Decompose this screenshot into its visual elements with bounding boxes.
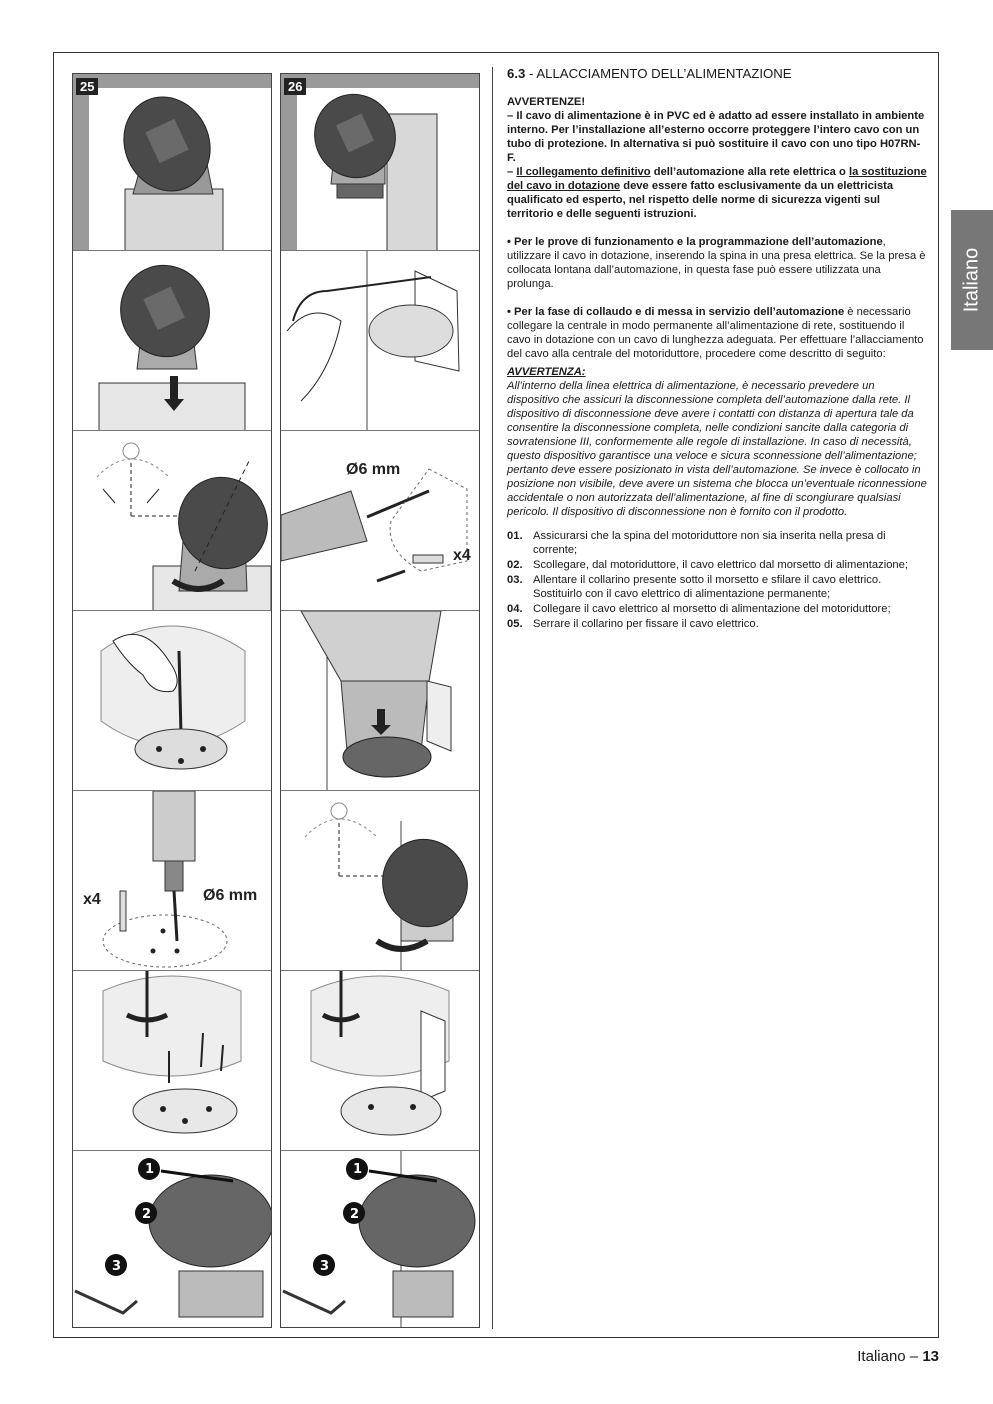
column-divider — [492, 67, 493, 1329]
svg-text:2: 2 — [142, 1207, 152, 1222]
step-text: Serrare il collarino per fissare il cavo elettrico. — [533, 618, 759, 630]
bullet-testing — [507, 235, 929, 291]
warning-2-middle: dell’automazione alla rete elettrica o — [650, 166, 849, 178]
avvertenza-text: All’interno della linea elettrica di alimentazione, è necessario prevedere un dispositivo che assicuri la disconnessione completa dell’automazione dalla rete. Il dispositivo di disconnessione deve avere i contatti con distanza di apertura tale da consentire la disconnessione completa, nelle condizioni sancite dalla categoria di sovratensione III, conformemente alle regole di installazione. In caso di necessità, questo dispositivo garantisce una veloce e sicura sconnessione dell’alimentazione; pertanto deve essere posizionato in vista dell’automazione. Se invece è collocato in posizione non visibile, deve avere un sistema che blocca un’eventuale riconnessione accidentale o non autorizzata dell’alimentazione, al fine di scongiurare qualsiasi pericolo. Il dispositivo di disconnessione non è fornito con il prodotto. — [507, 380, 927, 518]
figure-panel-26-3 — [281, 431, 479, 611]
marking-holes-illustration — [73, 611, 271, 791]
figure-panel-26-5 — [281, 791, 479, 971]
step-number: 01. — [507, 530, 523, 542]
page-footer — [857, 1348, 939, 1365]
figure-number-badge: 25 — [76, 78, 98, 95]
figure-panel-26-1 — [281, 74, 479, 251]
bullet-testing-bold: • Per le prove di funzionamento e la programmazione dell’automazione — [507, 236, 883, 248]
steps-list — [507, 529, 929, 631]
warning-2 — [507, 165, 929, 221]
drill-size-label: Ø6 mm — [203, 887, 258, 904]
step-text: Scollegare, dal motoriduttore, il cavo elettrico dal morsetto di alimentazione; — [533, 559, 908, 571]
wall-marking-illustration — [281, 251, 479, 431]
list-item — [507, 573, 929, 601]
light-pole-illustration — [73, 74, 271, 251]
figure-panel-26-2 — [281, 251, 479, 431]
bullet-testing-text: , utilizzare il cavo in dotazione, inserendo la spina in una presa elettrica. Se la presa è collocata lontana dall’automazione, in questa fase può essere utilizzata una prolunga. — [507, 236, 926, 290]
avvertenza-heading: AVVERTENZA: — [507, 366, 586, 378]
warning-2-end: deve essere fatto esclusivamente da un elettricista qualificato ed esperto, nel rispetto delle norme di sicurezza vigenti sul territorio e delle seguenti istruzioni. — [507, 180, 894, 220]
page-frame — [53, 52, 939, 1338]
figure-panel-26-7 — [281, 1151, 479, 1327]
figure-column-26 — [280, 73, 480, 1328]
warning-1: – Il cavo di alimentazione è in PVC ed è adatto ad essere installato in ambiente interno. Per l’installazione all’esterno occorre proteggere l’intero cavo con un tubo di protezione. In alternativa si può sostituire il cavo con uno tipo H07RN-F. — [507, 110, 925, 164]
drilling-illustration — [73, 791, 271, 971]
bullet-commissioning-text: è necessario collegare la centrale in modo permanente all’alimentazione di rete, sostituendo il cavo in dotazione con un cavo di lunghezza adeguata. Per effettuare l’allacciamento del cavo alla centrale del motoriduttore, procedere come descritto di seguito: — [507, 306, 924, 360]
wall-drilling-illustration — [281, 431, 479, 611]
drill-size-label: Ø6 mm — [346, 461, 401, 478]
warnings-heading: AVVERTENZE! — [507, 96, 586, 108]
figure-panel-25-6 — [73, 971, 271, 1151]
svg-text:1: 1 — [145, 1162, 155, 1177]
step-number: 02. — [507, 559, 523, 571]
wall-cable-terminal-illustration — [281, 1151, 479, 1327]
page-number: 13 — [922, 1348, 939, 1365]
screwing-base-illustration — [73, 971, 271, 1151]
wall-mounted-head-illustration — [281, 74, 479, 251]
wall-screwing-illustration — [281, 971, 479, 1151]
list-item — [507, 529, 929, 557]
svg-text:3: 3 — [320, 1259, 330, 1274]
svg-text:1: 1 — [353, 1162, 363, 1177]
cable-terminal-illustration — [73, 1151, 271, 1327]
svg-text:2: 2 — [350, 1207, 360, 1222]
figure-panel-26-6 — [281, 971, 479, 1151]
figure-number-badge: 26 — [284, 78, 306, 95]
wall-orientation-illustration — [281, 791, 479, 971]
step-number: 03. — [507, 574, 523, 586]
list-item — [507, 617, 929, 631]
language-side-tab-label: Italiano — [960, 247, 983, 313]
bullet-commissioning — [507, 305, 929, 361]
instructions-text — [507, 67, 929, 632]
figure-panel-25-5 — [73, 791, 271, 971]
section-heading — [507, 67, 929, 81]
bullet-commissioning-bold: • Per la fase di collaudo e di messa in servizio dell’automazione — [507, 306, 845, 318]
list-item — [507, 558, 929, 572]
list-item — [507, 602, 929, 616]
figure-panel-25-2 — [73, 251, 271, 431]
warning-2-underlined-2: la sostituzione del cavo in dotazione — [507, 166, 927, 192]
quantity-label: x4 — [453, 547, 471, 564]
footer-language: Italiano – — [857, 1348, 923, 1365]
figure-panel-25-3 — [73, 431, 271, 611]
section-number: 6.3 — [507, 66, 526, 81]
mount-head-illustration — [73, 251, 271, 431]
step-text: Collegare il cavo elettrico al morsetto di alimentazione del motoriduttore; — [533, 603, 891, 615]
language-side-tab — [951, 210, 993, 350]
figure-panel-26-4 — [281, 611, 479, 791]
figure-column-25 — [72, 73, 272, 1328]
figure-panel-25-7 — [73, 1151, 271, 1327]
step-text: Assicurarsi che la spina del motoriduttore non sia inserita nella presa di corrente; — [533, 530, 886, 556]
step-number: 04. — [507, 603, 523, 615]
step-number: 05. — [507, 618, 523, 630]
step-text: Allentare il collarino presente sotto il morsetto e sfilare il cavo elettrico. Sostituirlo con il cavo elettrico di alimentazione permanente; — [533, 574, 882, 600]
orientation-illustration — [73, 431, 271, 611]
quantity-label: x4 — [83, 891, 101, 908]
figure-panel-25-4 — [73, 611, 271, 791]
section-title: - ALLACCIAMENTO DELL’ALIMENTAZIONE — [525, 66, 792, 81]
warning-2-underlined-1: Il collegamento definitivo — [516, 166, 651, 178]
head-installation-illustration — [281, 611, 479, 791]
figure-panel-25-1 — [73, 74, 271, 251]
svg-text:3: 3 — [112, 1259, 122, 1274]
warning-2-prefix: – — [507, 166, 517, 178]
